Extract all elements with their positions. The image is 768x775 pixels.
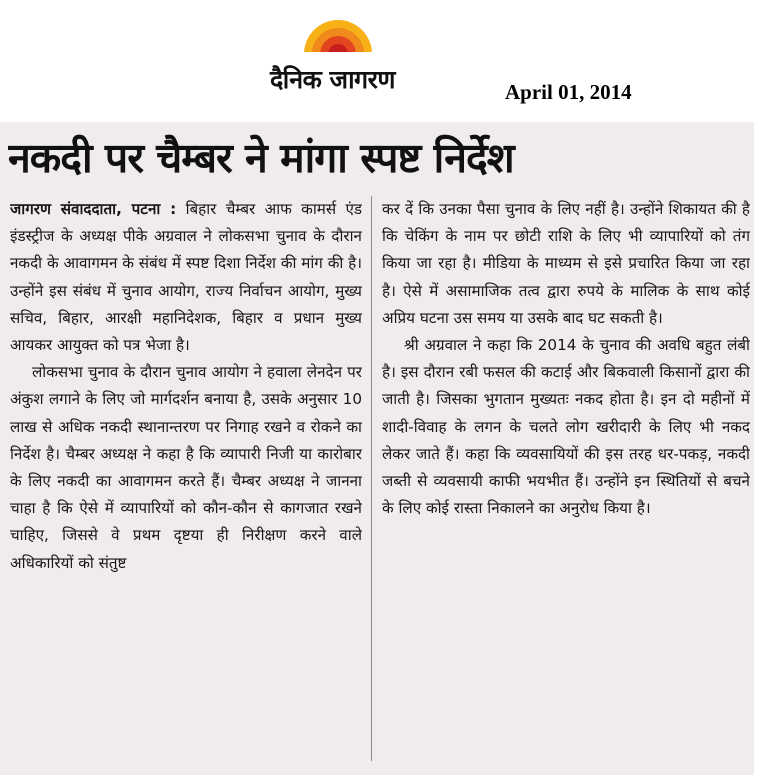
byline: जागरण संवाददाता, पटना : — [10, 200, 177, 218]
article-headline: नकदी पर चैम्बर ने मांगा स्पष्ट निर्देश — [8, 134, 514, 182]
article-column-left — [10, 196, 362, 766]
rising-sun-icon — [302, 14, 374, 54]
clipping-edge — [754, 122, 768, 775]
right-paragraph-2: श्री अग्रवाल ने कहा कि 2014 के चुनाव की अवधि बहुत लंबी है। इस दौरान रबी फसल की कटाई और बिकवाली किसानों द्वारा की जाती है। जिसका भुगतान मुख्यतः नकद होता है। इन दो महीनों में शादी-विवाह के लगन के चलते लोग खरीदारी के लिए भी नकद लेकर जाते हैं। कहा कि व्यवसायियों की इस तरह धर-पकड़, नकदी जब्ती से व्यवसायी काफी भयभीत हैं। उन्होंने इन स्थितियों से बचने के लिए कोई रास्ता निकालने का अनुरोध किया है। — [382, 336, 750, 518]
masthead — [0, 0, 768, 122]
left-paragraph-1-text: बिहार चैम्बर आफ कामर्स एंड इंडस्ट्रीज के अध्यक्ष पीके अग्रवाल ने लोकसभा चुनाव के दौरान नकदी के आवागमन के संबंध में स्पष्ट दिशा निर्देश की मांग की है। उन्होंने इस संबंध में चुनाव आयोग, राज्य निर्वाचन आयोग, मुख्य सचिव, बिहार, आरक्षी महानिदेशक, बिहार व प्रधान मुख्य आयकर आयुक्त को पत्र भेजा है। — [10, 200, 362, 355]
publication-date: April 01, 2014 — [505, 80, 632, 104]
newspaper-logo — [270, 14, 410, 100]
column-divider — [371, 196, 372, 761]
left-paragraph-1 — [10, 196, 362, 359]
left-paragraph-2: लोकसभा चुनाव के दौरान चुनाव आयोग ने हवाला लेनदेन पर अंकुश लगाने के लिए जो मार्गदर्शन बनाया है, उसके अनुसार 10 लाख से अधिक नकदी स्थानान्तरण पर निगाह रखने व रोकने का निर्देश है। चैम्बर अध्यक्ष ने कहा है कि व्यापारी निजी या कारोबार के लिए नकदी का आवागमन करते हैं। चैम्बर अध्यक्ष ने जानना चाहा है कि ऐसे में व्यापारियों को कौन-कौन से कागजात रखने चाहिए, जिससे वे प्रथम दृष्टया ही निरीक्षण करने वाले अधिकारियों को संतुष्ट — [10, 363, 362, 572]
article-column-right — [382, 196, 750, 766]
right-paragraph-1: कर दें कि उनका पैसा चुनाव के लिए नहीं है। उन्होंने शिकायत की है कि चेकिंग के नाम पर छोटी राशि के लिए भी व्यापारियों को तंग किया जा रहा है। मीडिया के माध्यम से इसे प्रचारित किया जा रहा है। ऐसे में असामाजिक तत्व द्वारा रुपये के मालिक के साथ कोई अप्रिय घटना उस समय या उसके बाद घट सकती है। — [382, 200, 750, 327]
logo-text: दैनिक जागरण — [270, 65, 395, 94]
